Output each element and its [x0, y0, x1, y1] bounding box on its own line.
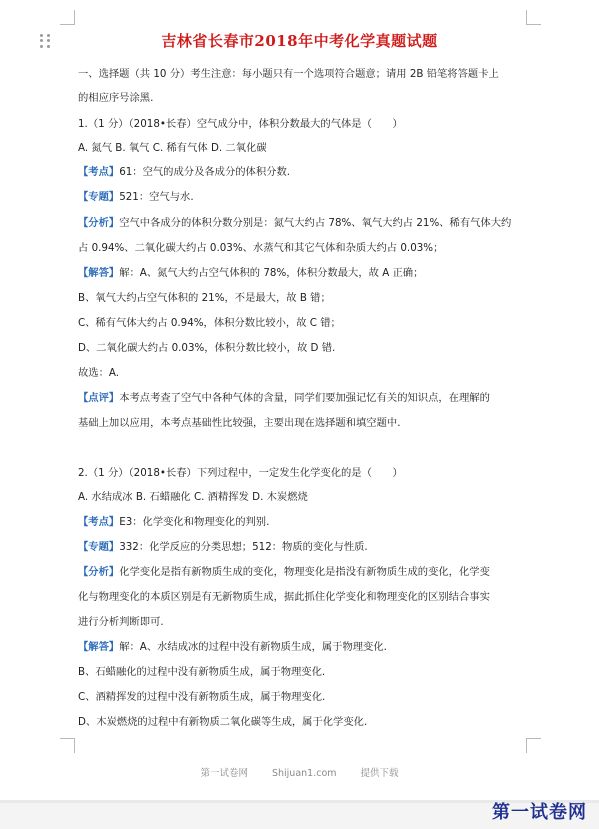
kaodian-line — [78, 515, 538, 529]
jieda-line — [78, 266, 538, 280]
question-stem: 1.（1 分）（2018•长春）空气成分中，体积分数最大的气体是（ ） — [78, 118, 403, 130]
fenxi-tag: 【分析】 — [78, 217, 120, 229]
dianping-tag: 【点评】 — [78, 392, 120, 404]
margin-corner-mark — [60, 10, 75, 25]
zhuanti-line — [78, 540, 538, 554]
fenxi-text-cont: 占 0.94%、二氧化碳大约占 0.03%、水蒸气和其它气体和杂质大约占 0.03%； — [78, 242, 444, 254]
footer-right: 提供下载 — [360, 768, 399, 779]
fenxi-text: 化学变化是指有新物质生成的变化，物理变化是指没有新物质生成的变化，化学变 — [119, 566, 490, 578]
kaodian-line — [78, 165, 538, 179]
jieda-text-cont: B、石蜡融化的过程中没有新物质生成，属于物理变化. — [78, 666, 326, 678]
fenxi-tag: 【分析】 — [78, 566, 120, 578]
jieda-text: 解：A、氮气大约占空气体积的 78%，体积分数最大，故 A 正确； — [119, 267, 424, 279]
dianping-line — [78, 391, 538, 405]
fenxi-line — [78, 216, 538, 230]
zhuanti-text: 521：空气与水. — [119, 191, 194, 203]
jieda-tag: 【解答】 — [78, 641, 120, 653]
margin-corner-mark — [526, 10, 541, 25]
fenxi-text: 空气中各成分的体积分数分别是：氮气大约占 78%、氧气大约占 21%、稀有气体大约 — [119, 217, 512, 229]
kaodian-text: 61：空气的成分及各成分的体积分数. — [119, 166, 291, 178]
jieda-text: 解：A、水结成冰的过程中没有新物质生成，属于物理变化. — [119, 641, 387, 653]
question-options: A. 氮气 B. 氧气 C. 稀有气体 D. 二氧化碳 — [78, 142, 267, 154]
question-stem: 2.（1 分）（2018•长春）下列过程中，一定发生化学变化的是（ ） — [78, 467, 403, 479]
fenxi-line — [78, 565, 538, 579]
fenxi-text-cont: 进行分析判断即可. — [78, 616, 164, 628]
jieda-tag: 【解答】 — [78, 267, 120, 279]
footer-center: Shijuan1.com — [271, 768, 337, 779]
jieda-text-cont: B、氧气大约占空气体积的 21%，不是最大，故 B 错； — [78, 292, 331, 304]
kaodian-tag: 【考点】 — [78, 516, 120, 528]
dianping-text-cont: 基础上加以应用，本考点基础性比较强，主要出现在选择题和填空题中. — [78, 417, 401, 429]
dianping-text: 本考点考查了空气中各种气体的含量，同学们要加强记忆有关的知识点，在理解的 — [119, 392, 490, 404]
page-footer — [0, 765, 599, 779]
page-title: 吉林省长春市2018年中考化学真题试题 — [161, 32, 438, 50]
fenxi-text-cont: 化与物理变化的本质区别是有无新物质生成，据此抓住化学变化和物理变化的区别结合事实 — [78, 591, 490, 603]
footer-left: 第一试卷网 — [200, 768, 248, 779]
zhuanti-tag: 【专题】 — [78, 541, 120, 553]
site-watermark-logo: 第一试卷网 — [492, 802, 587, 823]
answer-line: 故选：A. — [78, 367, 120, 379]
jieda-text-cont: C、酒精挥发的过程中没有新物质生成，属于物理变化. — [78, 691, 326, 703]
kaodian-tag: 【考点】 — [78, 166, 120, 178]
margin-corner-mark — [526, 738, 541, 753]
jieda-text-cont: C、稀有气体大约占 0.94%，体积分数比较小，故 C 错； — [78, 317, 341, 329]
margin-corner-mark — [60, 738, 75, 753]
jieda-line — [78, 640, 538, 654]
question-options: A. 水结成冰 B. 石蜡融化 C. 酒精挥发 D. 木炭燃烧 — [78, 491, 308, 503]
jieda-text-cont: D、二氧化碳大约占 0.03%，体积分数比较小，故 D 错. — [78, 342, 336, 354]
zhuanti-text: 332：化学反应的分类思想；512：物质的变化与性质. — [119, 541, 368, 553]
zhuanti-tag: 【专题】 — [78, 191, 120, 203]
section-header: 一、选择题（共 10 分）考生注意：每小题只有一个选项符合题意；请用 2B 铅笔将答题卡上 — [78, 68, 499, 80]
jieda-text-cont: D、木炭燃烧的过程中有新物质二氧化碳等生成，属于化学变化. — [78, 716, 368, 728]
section-header: 的相应序号涂黑. — [78, 92, 154, 104]
zhuanti-line — [78, 190, 538, 204]
kaodian-text: E3：化学变化和物理变化的判别. — [119, 516, 270, 528]
